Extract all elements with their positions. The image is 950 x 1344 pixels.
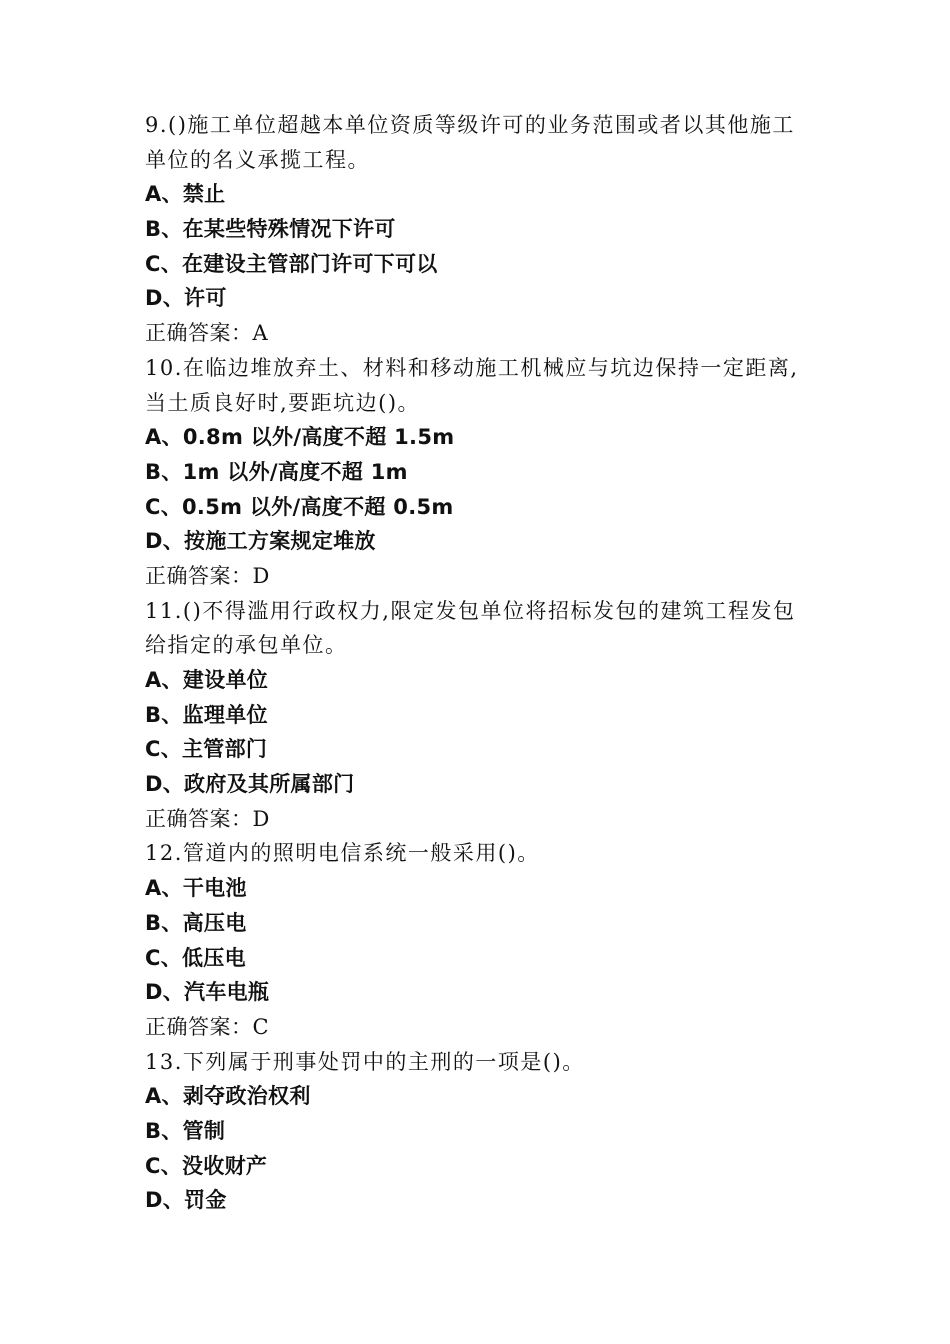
option-a: A、0.8m 以外/高度不超 1.5m	[145, 425, 455, 450]
correct-answer: 正确答案：A	[145, 321, 269, 346]
option-a: A、剥夺政治权利	[145, 1084, 311, 1109]
option-b: B、监理单位	[145, 702, 268, 727]
correct-answer: 正确答案：D	[145, 563, 270, 588]
question-stem-line: 单位的名义承揽工程。	[145, 147, 370, 172]
question-block	[145, 351, 815, 594]
option-c: C、0.5m 以外/高度不超 0.5m	[145, 494, 454, 519]
option-c: C、在建设主管部门许可下可以	[145, 251, 438, 276]
option-b: B、高压电	[145, 910, 247, 935]
option-a: A、干电池	[145, 876, 247, 901]
option-c: C、低压电	[145, 945, 246, 970]
question-stem-line: 当土质良好时,要距坑边()。	[145, 390, 421, 415]
option-d: D、汽车电瓶	[145, 980, 270, 1005]
option-a: A、建设单位	[145, 668, 269, 692]
option-a: A、禁止	[145, 182, 226, 207]
question-stem-line: 13.下列属于刑事处罚中的主刑的一项是()。	[145, 1049, 585, 1074]
correct-answer: 正确答案：D	[145, 806, 270, 831]
option-d: D、按施工方案规定堆放	[145, 529, 376, 554]
question-block	[145, 1045, 815, 1218]
option-d: D、许可	[145, 286, 227, 311]
correct-answer: 正确答案：C	[145, 1014, 270, 1039]
question-stem-line: 10.在临边堆放弃土、材料和移动施工机械应与坑边保持一定距离,	[145, 355, 799, 380]
option-c: C、主管部门	[145, 737, 268, 762]
question-stem-line: 给指定的承包单位。	[145, 633, 348, 658]
question-stem-line: 11.()不得滥用行政权力,限定发包单位将招标发包的建筑工程发包	[145, 598, 796, 623]
option-c: C、没收财产	[145, 1153, 268, 1178]
option-b: B、管制	[145, 1118, 226, 1143]
question-stem-line: 9.()施工单位超越本单位资质等级许可的业务范围或者以其他施工	[145, 113, 795, 137]
option-d: D、政府及其所属部门	[145, 772, 355, 797]
question-list	[145, 108, 815, 1218]
option-b: B、在某些特殊情况下许可	[145, 217, 396, 242]
option-d: D、罚金	[145, 1188, 227, 1213]
question-block	[145, 108, 815, 351]
question-block	[145, 836, 815, 1044]
option-b: B、1m 以外/高度不超 1m	[145, 459, 408, 484]
question-stem-line: 12.管道内的照明电信系统一般采用()。	[145, 841, 540, 866]
question-block	[145, 594, 815, 837]
